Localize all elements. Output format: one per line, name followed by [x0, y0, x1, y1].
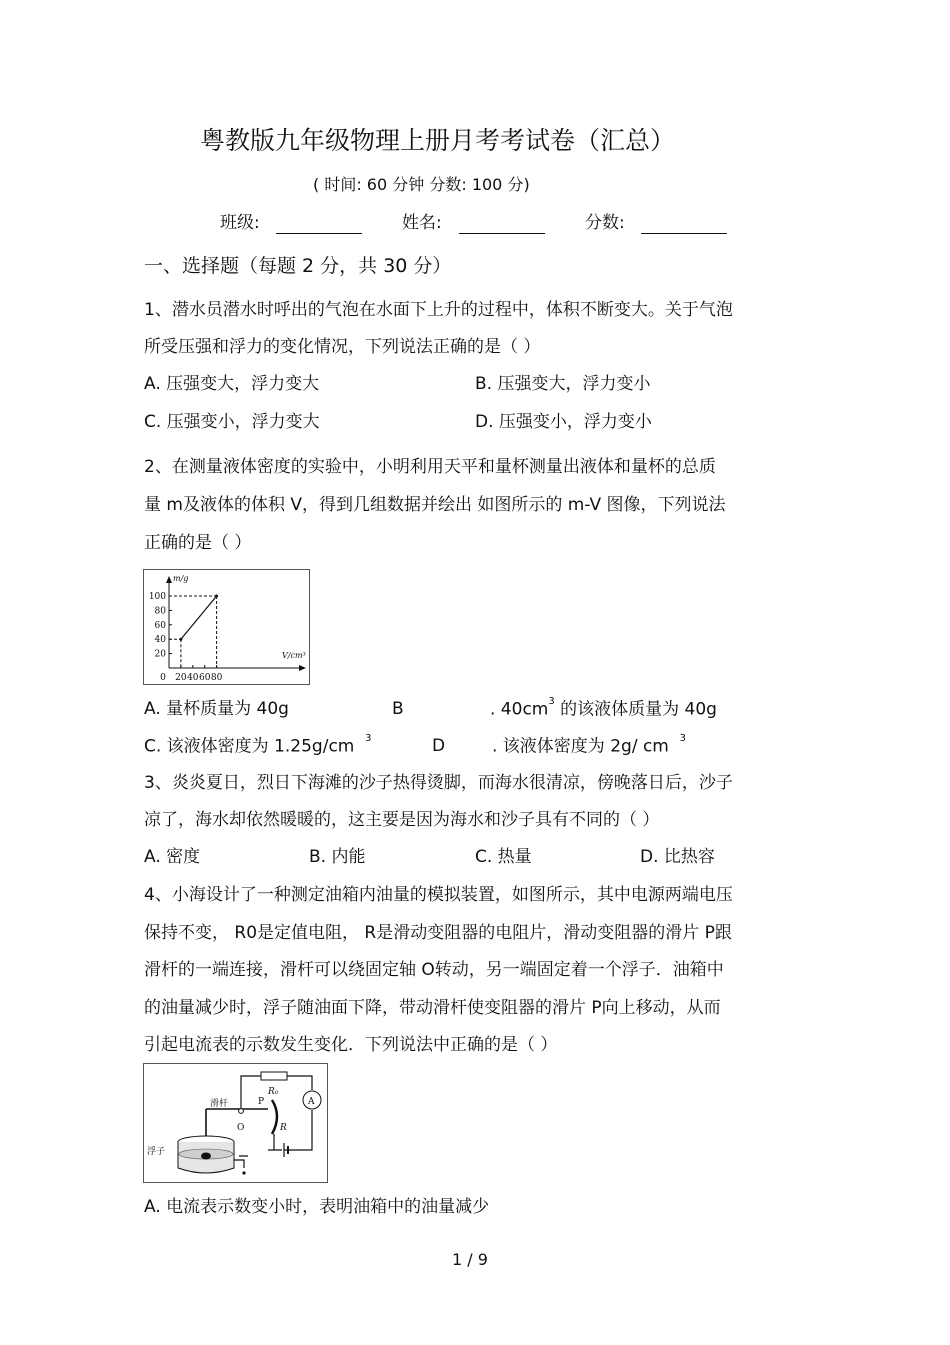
x-axis-label: V/cm³	[282, 651, 306, 660]
q2-option-c[interactable]	[144, 733, 372, 757]
r-label: R	[280, 1123, 287, 1133]
q4-oil-gauge-figure	[143, 1063, 328, 1183]
data-point	[215, 595, 218, 598]
pivot-o-icon	[239, 1109, 244, 1114]
q2-mv-graph	[143, 569, 310, 685]
q2-option-d[interactable]	[492, 733, 687, 757]
y-axis-label: m/g	[173, 574, 189, 583]
exam-meta: ( 时间: 60 分钟 分数: 100 分)	[313, 175, 530, 194]
q2-line-1: 2、在测量液体密度的实验中，小明利用天平和量杯测量出液体和量杯的总质	[144, 457, 716, 477]
x-tick-label: 80	[210, 673, 223, 683]
class-field[interactable]	[276, 233, 362, 234]
oil-gauge-svg	[144, 1064, 327, 1182]
q2-option-d-sup: 3	[679, 733, 687, 744]
q2-option-c-text: C. 该液体密度为 1.25g/cm	[144, 736, 355, 757]
lever-label: 滑杆	[210, 1099, 229, 1109]
page-number: 1 / 9	[452, 1250, 488, 1269]
page-title: 粤教版九年级物理上册月考考试卷（汇总）	[200, 126, 676, 155]
q3-option-b[interactable]: B. 内能	[309, 847, 366, 867]
q2-option-b-letter[interactable]: B	[392, 699, 404, 719]
tap-icon	[234, 1156, 248, 1168]
y-axis-arrow	[166, 576, 172, 583]
r0-label: R₀	[268, 1087, 279, 1097]
data-point	[179, 638, 182, 641]
x-tick-label: 60	[198, 673, 211, 683]
section-heading: 一、选择题（每题 2 分，共 30 分）	[144, 255, 452, 277]
x-tick-label: 20	[175, 673, 187, 683]
x-tick-label: 40	[187, 673, 199, 683]
ammeter-label: A	[308, 1097, 315, 1107]
circuit-wire-right	[284, 1110, 312, 1150]
series-line	[181, 596, 217, 639]
q3-line-2: 凉了，海水却依然暖暖的，这主要是因为海水和沙子具有不同的（ ）	[144, 810, 660, 830]
q4-option-a[interactable]: A. 电流表示数变小时，表明油箱中的油量减少	[144, 1197, 490, 1217]
q1-option-b[interactable]: B. 压强变大，浮力变小	[475, 374, 651, 394]
q2-option-b[interactable]	[490, 696, 717, 720]
y-tick-label: 60	[154, 620, 166, 631]
q1-option-a[interactable]: A. 压强变大，浮力变大	[144, 374, 320, 394]
q3-line-1: 3、炎炎夏日，烈日下海滩的沙子热得烫脚，而海水很清凉，傍晚落日后，沙子	[144, 773, 733, 793]
r0-resistor	[261, 1072, 287, 1080]
q4-line-2: 保持不变， R0是定值电阻， R是滑动变阻器的电阻片，滑动变阻器的滑片 P跟	[144, 923, 732, 943]
drip-icon	[242, 1171, 245, 1174]
q2-option-d-text: . 该液体密度为 2g/ cm	[492, 736, 669, 757]
float-label: 浮子	[147, 1147, 166, 1157]
q2-option-a[interactable]: A. 量杯质量为 40g	[144, 699, 289, 719]
q3-option-d[interactable]: D. 比热容	[640, 847, 715, 867]
q2-option-b-text: . 40cm	[490, 699, 549, 720]
o-label: O	[237, 1123, 245, 1133]
score-label: 分数:	[585, 213, 625, 233]
q4-line-1: 4、小海设计了一种测定油箱内油量的模拟装置，如图所示，其中电源两端电压	[144, 885, 733, 905]
y-tick-label: 40	[154, 635, 166, 646]
q1-option-c[interactable]: C. 压强变小，浮力变大	[144, 412, 320, 432]
x-tick-label: 0	[160, 673, 166, 683]
p-label: P	[258, 1097, 265, 1107]
y-tick-label: 100	[148, 592, 166, 602]
name-label: 姓名:	[402, 213, 442, 233]
q2-option-d-letter[interactable]: D	[432, 736, 446, 756]
q4-line-5: 引起电流表的示数发生变化．下列说法中正确的是（ ）	[144, 1035, 558, 1055]
q2-option-b-tail: 的该液体质量为 40g	[554, 699, 717, 720]
q4-line-4: 的油量减少时，浮子随油面下降，带动滑杆使变阻器的滑片 P向上移动，从而	[144, 998, 721, 1018]
q1-line-2: 所受压强和浮力的变化情况，下列说法正确的是（ ）	[144, 337, 541, 357]
name-field[interactable]	[459, 233, 545, 234]
q3-option-a[interactable]: A. 密度	[144, 847, 201, 867]
q4-line-3: 滑杆的一端连接，滑杆可以绕固定轴 O转动，另一端固定着一个浮子．油箱中	[144, 960, 724, 980]
q1-line-1: 1、潜水员潜水时呼出的气泡在水面下上升的过程中，体积不断变大。关于气泡	[144, 300, 733, 320]
q3-option-c[interactable]: C. 热量	[475, 847, 532, 867]
q2-line-2: 量 m及液体的体积 V，得到几组数据并绘出 如图所示的 m-V 图像，下列说法	[144, 495, 726, 515]
rheostat-arc	[272, 1100, 277, 1134]
q2-option-b-sup: 3	[548, 696, 555, 707]
q2-option-c-sup: 3	[365, 733, 372, 744]
y-tick-label: 80	[154, 606, 166, 617]
float-icon	[201, 1153, 211, 1160]
q1-option-d[interactable]: D. 压强变小，浮力变小	[475, 412, 652, 432]
x-axis-arrow	[299, 665, 306, 671]
q2-line-3: 正确的是（ ）	[144, 533, 252, 553]
mv-chart-svg	[144, 570, 309, 684]
class-label: 班级:	[220, 213, 260, 233]
score-field[interactable]	[641, 233, 727, 234]
y-tick-label: 20	[154, 649, 166, 660]
